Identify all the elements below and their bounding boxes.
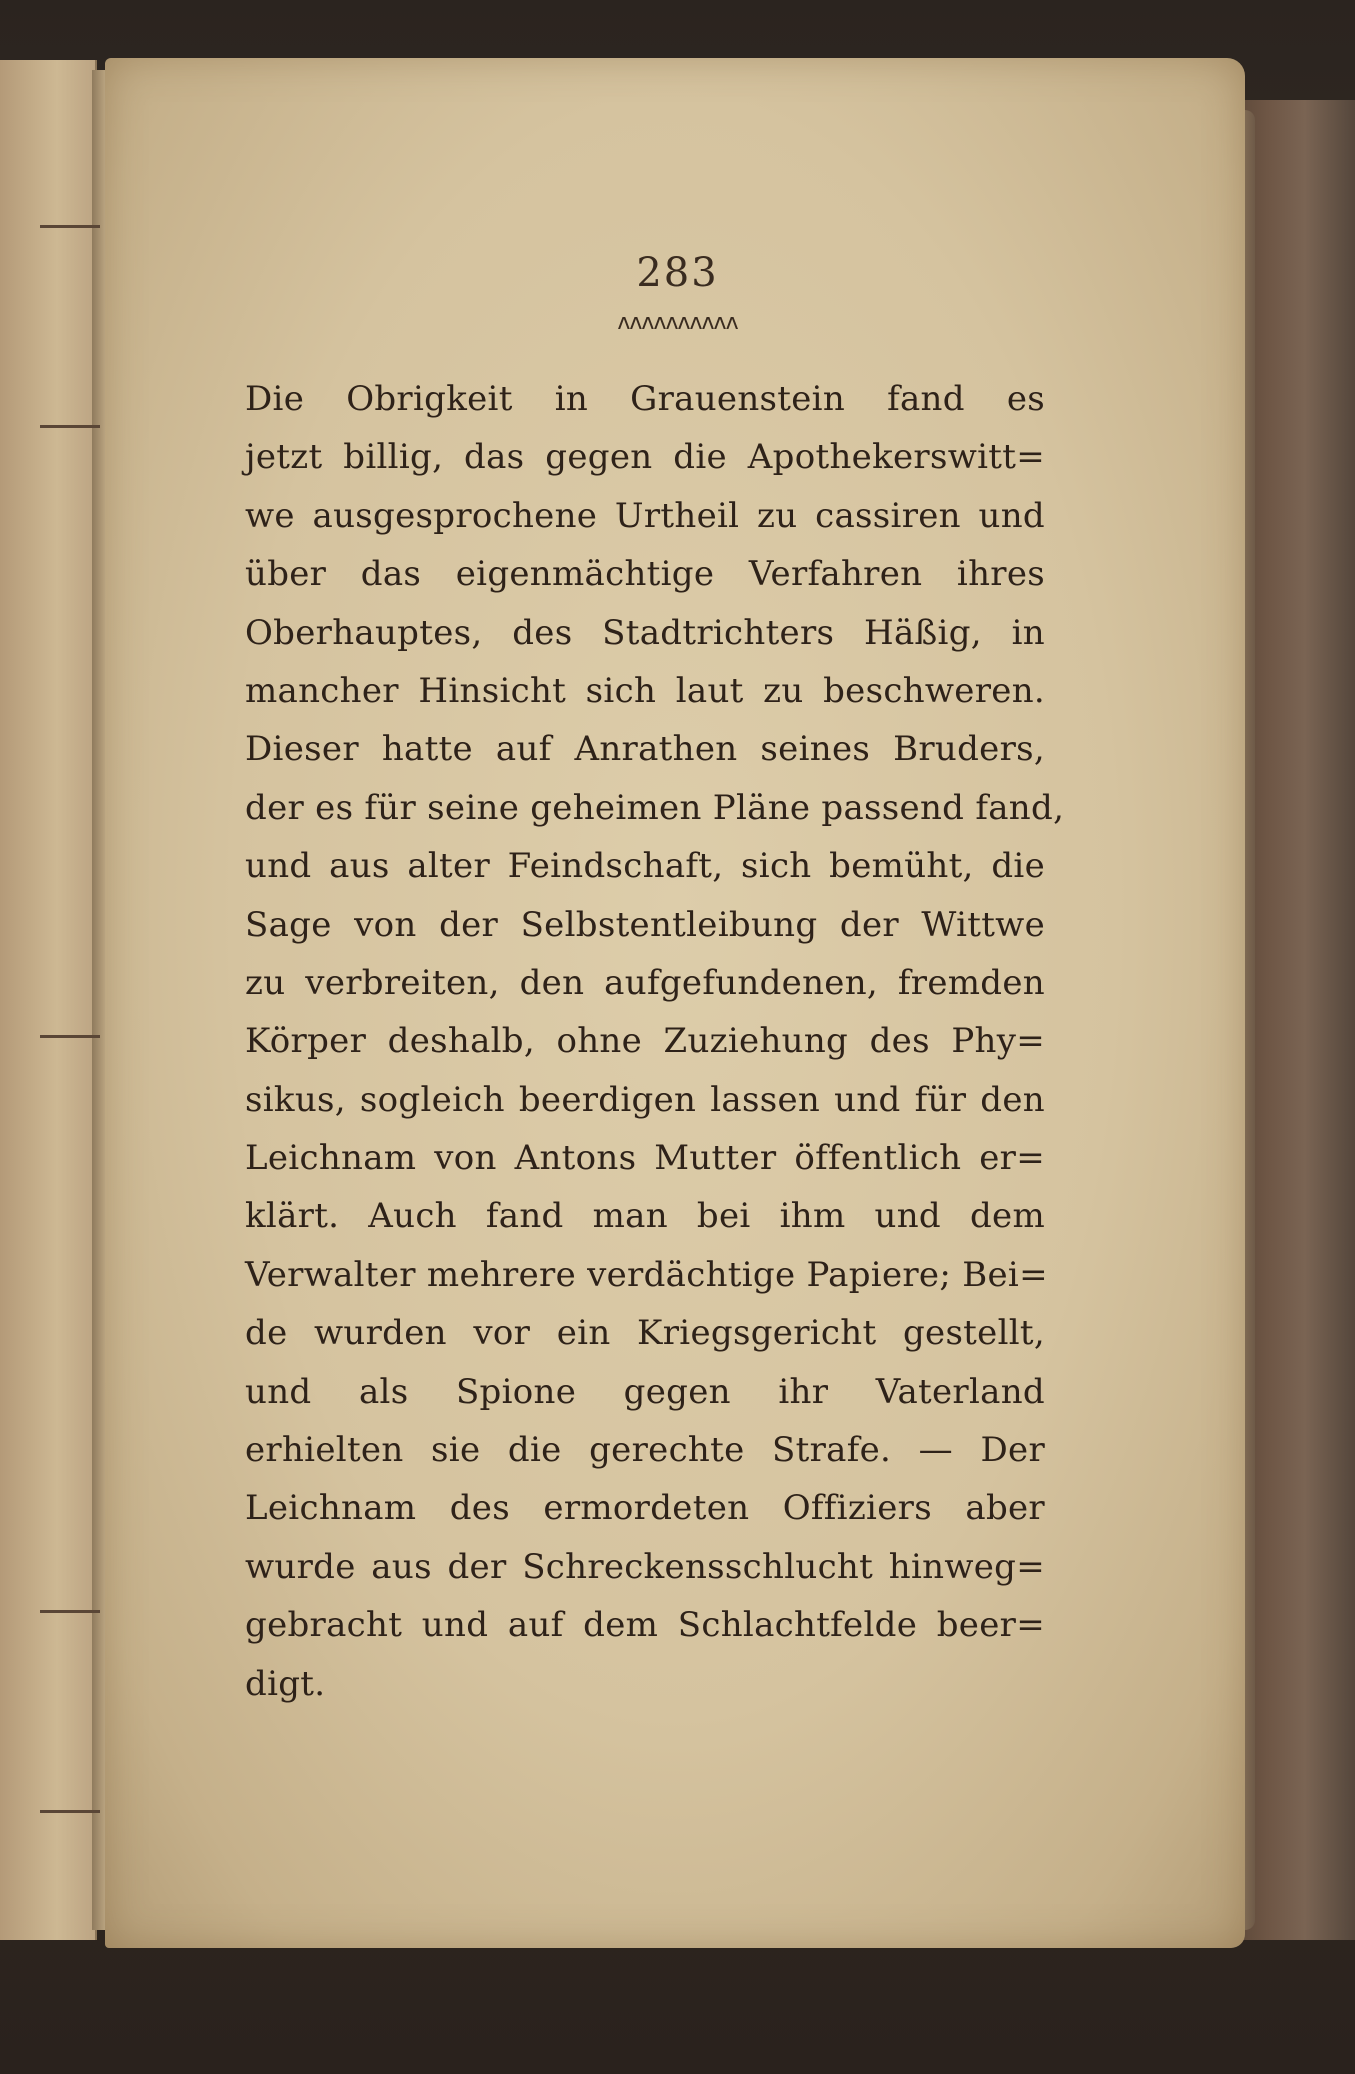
binding-mark [40,1035,100,1038]
text-line: mancher Hinsicht sich laut zu beschweren. [245,670,1045,711]
text-line: Verwalter mehrere verdächtige Papiere; Bei= [245,1254,1048,1295]
page-number: 283 [636,250,719,296]
header-ornament: ᴧᴧᴧᴧᴧᴧᴧᴧᴧᴧ [617,310,738,335]
text-line: zu verbreiten, den aufgefundenen, fremden [245,962,1045,1003]
binding-mark [40,225,100,228]
text-line: sikus, sogleich beerdigen lassen und für den [245,1079,1045,1120]
facing-page-edge [0,60,97,1940]
text-line: und als Spione gegen ihr Vaterland [245,1371,1045,1412]
text-line: we ausgesprochene Urtheil zu cassiren und [245,495,1045,536]
text-line: Leichnam von Antons Mutter öffentlich er= [245,1138,1045,1179]
text-line: Leichnam des ermordeten Offiziers aber [245,1488,1045,1529]
binding-mark [40,1610,100,1613]
text-line: Oberhauptes, des Stadtrichters Häßig, in [245,612,1045,653]
text-line: jetzt billig, das gegen die Apothekerswitt= [245,437,1045,478]
binding-mark [40,1810,100,1813]
binding-mark [40,425,100,428]
page-body-text [245,370,1065,1713]
text-line: Sage von der Selbstentleibung der Wittwe [245,904,1045,945]
text-line: erhielten sie die gerechte Strafe. — Der [245,1430,1045,1471]
text-line: digt. [245,1663,326,1704]
text-line: der es für seine geheimen Pläne passend fand, [245,787,1065,828]
text-line: über das eigenmächtige Verfahren ihres [245,554,1045,595]
text-line: Dieser hatte auf Anrathen seines Bruders, [245,729,1045,770]
text-line: de wurden vor ein Kriegsgericht gestellt, [245,1313,1045,1354]
text-line: Die Obrigkeit in Grauenstein fand es [245,379,1045,419]
text-line: wurde aus der Schreckensschlucht hinweg= [245,1546,1045,1587]
text-line: klärt. Auch fand man bei ihm und dem [245,1196,1045,1237]
text-line: gebracht und auf dem Schlachtfelde beer= [245,1605,1045,1646]
text-line: und aus alter Feindschaft, sich bemüht, die [245,846,1045,887]
text-line: Körper deshalb, ohne Zuziehung des Phy= [245,1021,1045,1062]
